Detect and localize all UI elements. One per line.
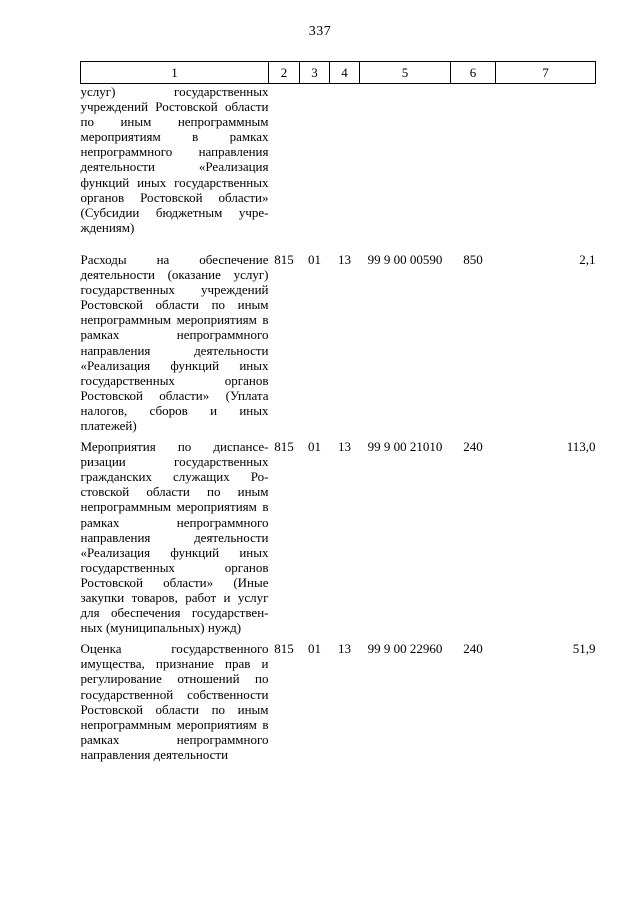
column-header-7: 7 xyxy=(496,62,596,84)
row-amount xyxy=(496,84,596,241)
row-target-code: 99 9 00 21010 xyxy=(367,439,443,455)
row-amount: 51,9 xyxy=(572,641,596,657)
row-target-code: 99 9 00 00590 xyxy=(367,251,443,267)
row-target-code xyxy=(360,84,451,241)
column-header-4: 4 xyxy=(330,62,360,84)
row-description: Оценка государственного имущества, признание прав и регулирование отношений по государственной собственности Ростовской области по иным непрограммным мероприятиям в рамках непрограммного направления деятельности xyxy=(80,641,269,762)
column-header-1: 1 xyxy=(81,62,269,84)
row-subsection-code: 13 xyxy=(338,251,351,267)
row-amount: 113,0 xyxy=(566,439,596,455)
column-header-2: 2 xyxy=(269,62,300,84)
row-amount: 2,1 xyxy=(579,251,596,267)
row-section-code: 01 xyxy=(308,439,321,455)
table-row xyxy=(81,641,596,768)
row-target-code: 99 9 00 22960 xyxy=(367,641,443,657)
table-row xyxy=(81,439,596,641)
row-expense-type: 240 xyxy=(463,641,483,657)
row-expense-type xyxy=(451,84,496,241)
row-description: Мероприятия по диспансеризации государственных гражданских служащих Ростовской области по иным непрограммным мероприятиям в рамках непрограммного направления деятельности «Реализация функций иных государственных органов Ростовской области» (Иные закупки товаров, работ и услуг для обеспечения государственных (муниципальных) нужд) xyxy=(80,439,269,636)
column-header-6: 6 xyxy=(451,62,496,84)
row-section-code: 01 xyxy=(308,251,321,267)
row-section-code: 01 xyxy=(308,641,321,657)
row-subsection-code: 13 xyxy=(338,439,351,455)
row-expense-type: 850 xyxy=(463,251,483,267)
table-row xyxy=(81,252,596,439)
row-section-code xyxy=(300,84,330,241)
row-ministry-code xyxy=(269,84,300,241)
row-description: Расходы на обеспечение деятельности (оказание услуг) государственных учреждений Ростовской области по иным непрограммным мероприятиям в рамках непрограммного направления деятельности «Реализация функций иных государственных органов Ростовской области» (Уплата налогов, сборов и иных платежей) xyxy=(80,251,269,433)
budget-table xyxy=(80,61,596,768)
row-ministry-code: 815 xyxy=(274,641,294,657)
row-ministry-code: 815 xyxy=(274,251,294,267)
row-subsection-code xyxy=(330,84,360,241)
table-row xyxy=(81,84,596,241)
table-header-row xyxy=(81,62,596,84)
page-number: 337 xyxy=(308,24,332,39)
column-header-5: 5 xyxy=(360,62,451,84)
row-subsection-code: 13 xyxy=(338,641,351,657)
column-header-3: 3 xyxy=(300,62,330,84)
row-expense-type: 240 xyxy=(463,439,483,455)
row-description: услуг) государственных учреждений Ростовской области по иным непрограммным мероприятиям в рамках непрограммного направления деятельности «Реализация функций иных государственных органов Ростовской области» (Субсидии бюджетным учреждениям) xyxy=(80,84,269,235)
row-ministry-code: 815 xyxy=(274,439,294,455)
